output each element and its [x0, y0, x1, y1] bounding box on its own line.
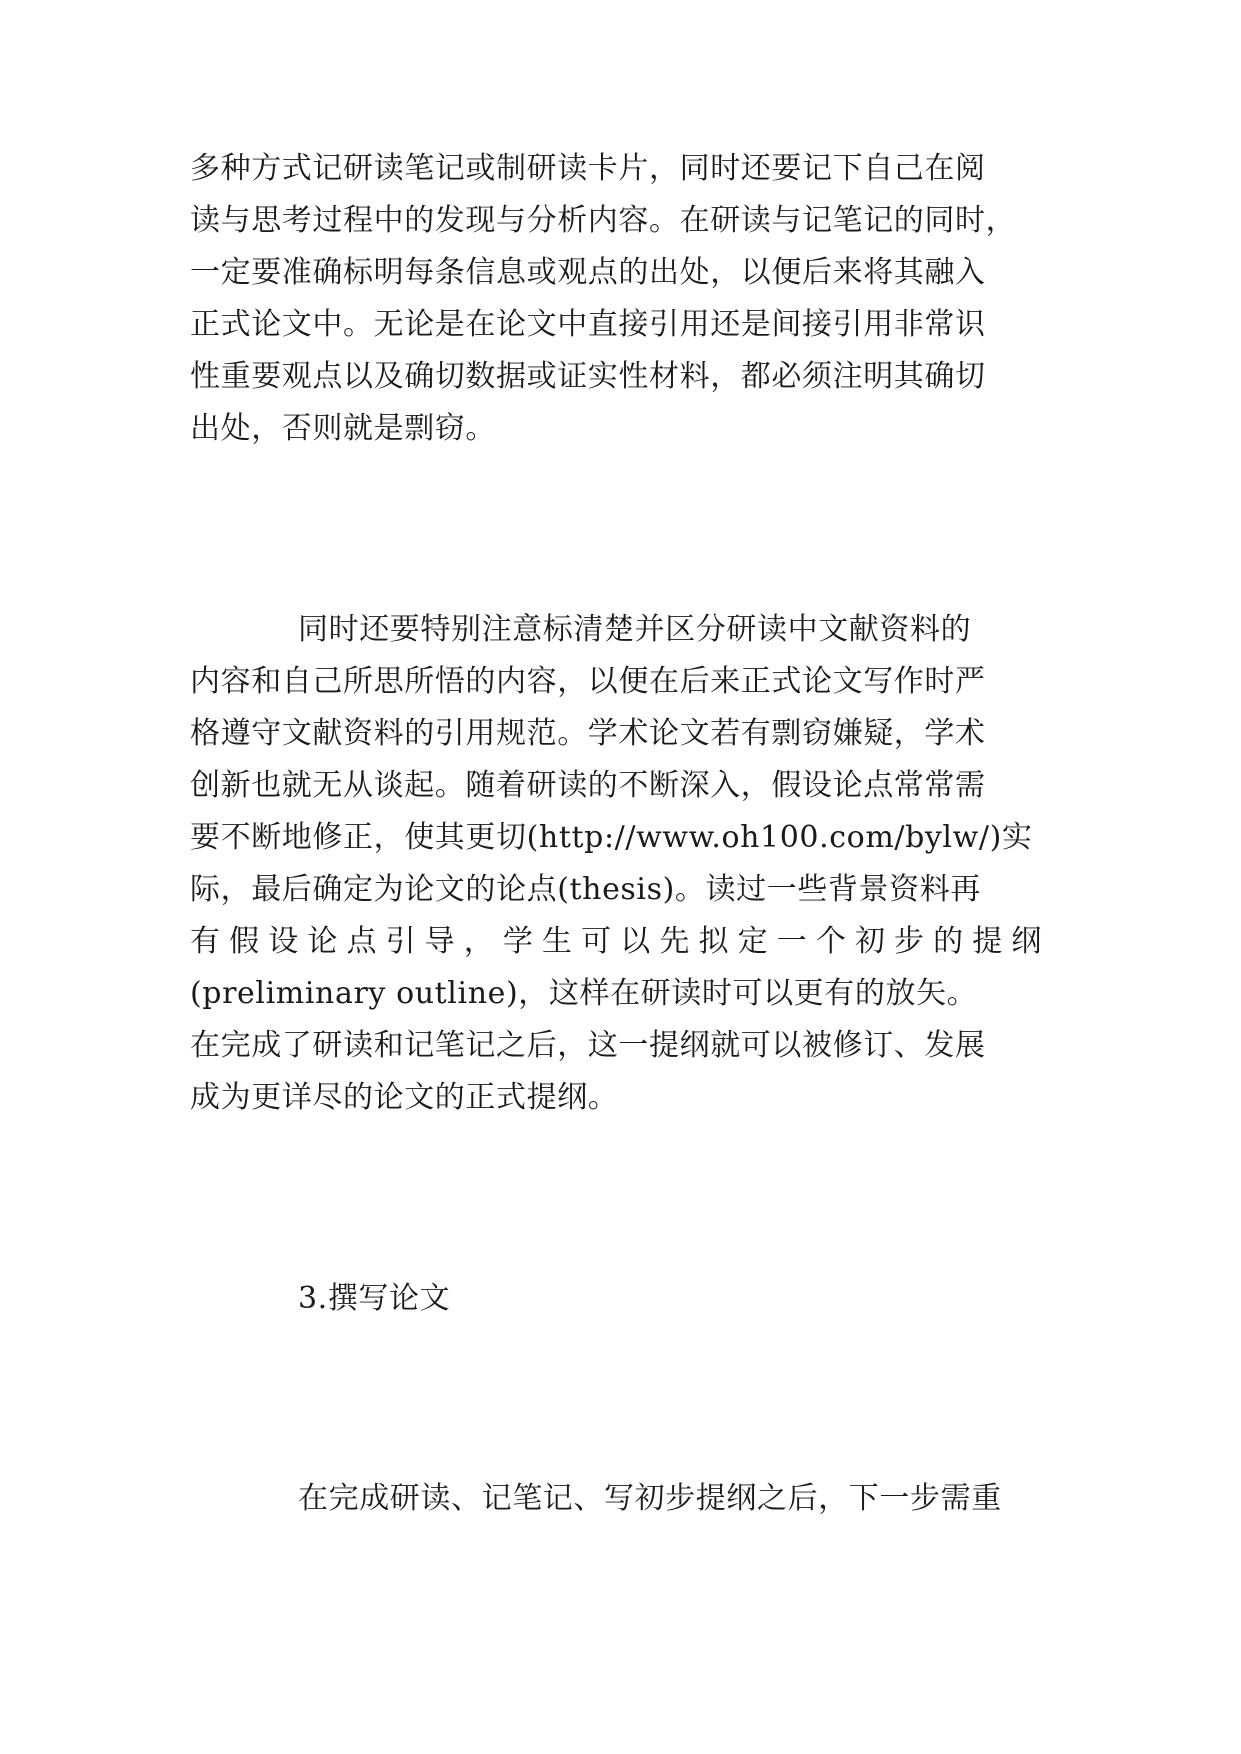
paragraph-2-line-2: 内容和自己所思所悟的内容，以便在后来正式论文写作时严 — [190, 664, 986, 699]
paragraph-2-line-9: 在完成了研读和记笔记之后，这一提纲就可以被修订、发展 — [190, 1028, 986, 1063]
paragraph-1-line-2: 读与思考过程中的发现与分析内容。在研读与记笔记的同时， — [190, 203, 1017, 238]
section-heading: 3.撰写论文 — [298, 1281, 451, 1316]
paragraph-1-line-3: 一定要准确标明每条信息或观点的出处，以便后来将其融入 — [190, 255, 986, 290]
paragraph-2-line-7: 有假设论点引导，学生可以先拟定一个初步的提纲 — [190, 924, 1042, 959]
paragraph-2-line-1: 同时还要特别注意标清楚并区分研读中文献资料的 — [298, 612, 972, 647]
paragraph-2-line-6: 际，最后确定为论文的论点(thesis)。读过一些背景资料再 — [190, 872, 981, 907]
paragraph-1-line-6: 出处，否则就是剽窃。 — [190, 411, 496, 446]
paragraph-2-line-8: (preliminary outline)，这样在研读时可以更有的放矢。 — [190, 976, 978, 1011]
paragraph-1-line-4: 正式论文中。无论是在论文中直接引用还是间接引用非常识 — [190, 307, 986, 342]
paragraph-3-line-1: 在完成研读、记笔记、写初步提纲之后，下一步需重 — [298, 1481, 1002, 1516]
paragraph-1-line-5: 性重要观点以及确切数据或证实性材料，都必须注明其确切 — [190, 359, 986, 394]
paragraph-1-line-1: 多种方式记研读笔记或制研读卡片，同时还要记下自己在阅 — [190, 151, 986, 186]
paragraph-2-line-5: 要不断地修正，使其更切(http://www.oh100.com/bylw/)实 — [190, 820, 1033, 855]
paragraph-2-line-4: 创新也就无从谈起。随着研读的不断深入，假设论点常常需 — [190, 768, 986, 803]
paragraph-2-line-3: 格遵守文献资料的引用规范。学术论文若有剽窃嫌疑，学术 — [190, 716, 986, 751]
paragraph-2-line-10: 成为更详尽的论文的正式提纲。 — [190, 1080, 619, 1115]
